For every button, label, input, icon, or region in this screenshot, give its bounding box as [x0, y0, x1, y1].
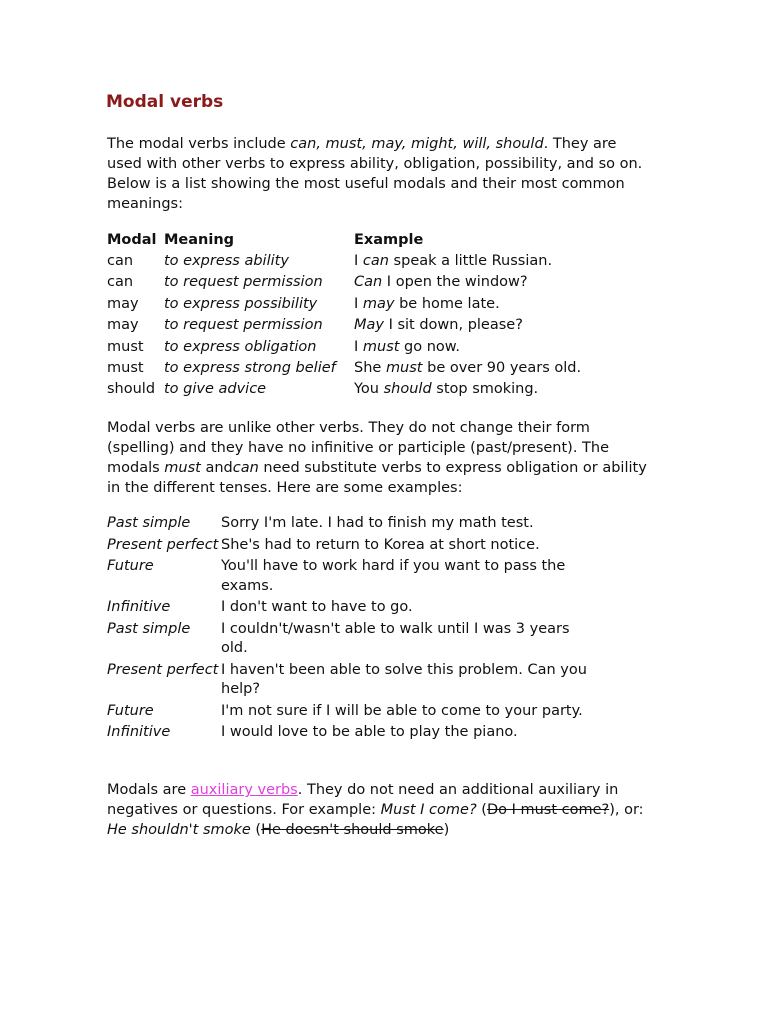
intro-paragraph: [107, 134, 647, 214]
example-text: She: [354, 359, 386, 376]
example-modal: Can: [354, 274, 383, 291]
tense-label: Infinitive: [107, 724, 171, 740]
modal-cell: must: [107, 338, 144, 355]
modal-table: [107, 230, 654, 401]
auxiliary-text: Modals are: [107, 782, 191, 798]
tense-label: Future: [107, 558, 154, 574]
meaning-cell: [164, 294, 354, 315]
auxiliary-verbs-link[interactable]: auxiliary verbs: [190, 782, 298, 798]
example-he-shouldnt-smoke: He shouldn't smoke: [107, 822, 251, 838]
modal-table-row: [107, 315, 654, 336]
example-text-rest: stop smoking.: [431, 381, 539, 398]
meaning-cell: [164, 251, 354, 272]
meaning-cell: [164, 272, 354, 293]
header-modal: Modal: [107, 232, 157, 248]
tense-label: Present perfect: [107, 536, 219, 553]
intro-modals-list: can, must, may, might, will, should: [290, 136, 544, 152]
modal-cell: must: [107, 359, 144, 376]
modal-table-row: [107, 251, 654, 272]
header-meaning: Meaning: [164, 232, 235, 248]
example-text-rest: speak a little Russian.: [388, 253, 553, 269]
meaning-cell: [164, 337, 354, 358]
meaning-text: to request permission: [164, 317, 323, 334]
meaning-cell: [164, 379, 354, 400]
explanation-text: Modal verbs are unlike other verbs. They do not change their form (spelling) and they have no infinitive or participle (past/present). The modals: [107, 420, 610, 476]
tense-example: I would love to be able to play the piano.: [221, 724, 518, 740]
meaning-text: to request permission: [164, 274, 323, 291]
auxiliary-text-or: or:: [619, 802, 644, 818]
example-modal: May: [354, 317, 384, 334]
explanation-text-rest: need substitute verbs to express obligation or ability in the different tenses. Here are some examples:: [107, 460, 647, 496]
example-text: You: [354, 381, 384, 398]
modal-cell: may: [107, 295, 139, 312]
tense-label: Future: [107, 702, 154, 719]
example-text-rest: I open the window?: [382, 274, 528, 291]
explanation-and: and: [200, 460, 233, 476]
tense-example: She's had to return to Korea at short notice.: [221, 536, 540, 553]
intro-text: The modal verbs include: [107, 136, 291, 152]
incorrect-example-2: He doesn't should smoke: [261, 822, 444, 838]
tense-label: Past simple: [107, 515, 191, 531]
modal-table-row: [107, 272, 654, 293]
tense-row: [107, 557, 591, 598]
tense-label: Present perfect: [107, 661, 219, 678]
paren-open-2: (: [250, 822, 262, 838]
modal-table-row: [107, 294, 654, 315]
intro-text-rest: . They are used with other verbs to express ability, obligation, possibility, and so on. Below is a list showing the most useful modals and their most common meanings:: [107, 136, 643, 212]
example-text-rest: go now.: [399, 338, 460, 355]
explanation-can: can: [232, 460, 259, 476]
modal-cell: can: [107, 274, 134, 291]
meaning-cell: [164, 315, 354, 336]
example-cell: [354, 272, 654, 293]
header-example: Example: [354, 232, 424, 248]
meaning-text: to express strong belief: [164, 359, 336, 376]
tense-row: [107, 702, 591, 724]
example-modal: must: [385, 359, 423, 376]
example-text: I: [354, 253, 363, 269]
tense-row: [107, 536, 591, 558]
tense-label: Infinitive: [107, 599, 171, 615]
paren-close: ),: [609, 802, 620, 818]
meaning-text: to express ability: [164, 253, 289, 269]
example-must-i-come: Must I come?: [380, 802, 477, 818]
example-cell: [354, 294, 654, 315]
tense-row: [107, 620, 591, 661]
explanation-must: must: [164, 460, 201, 476]
meaning-text: to express possibility: [164, 295, 318, 312]
tense-examples-table: [107, 514, 591, 745]
tense-example: Sorry I'm late. I had to finish my math test.: [221, 515, 534, 531]
tense-label: Past simple: [107, 620, 191, 637]
tense-row: [107, 514, 591, 536]
modal-cell: may: [107, 317, 139, 334]
example-cell: [354, 379, 654, 400]
example-text-rest: be over 90 years old.: [422, 359, 582, 376]
auxiliary-paragraph: [107, 780, 647, 840]
tense-row: [107, 661, 591, 702]
modal-table-row: [107, 337, 654, 358]
example-cell: [354, 337, 654, 358]
meaning-cell: [164, 358, 354, 379]
example-modal: can: [362, 253, 389, 269]
example-cell: [354, 315, 654, 336]
auxiliary-text-mid: . They do not need an additional auxiliary in negatives or questions. For example:: [107, 782, 619, 818]
page-title: Modal verbs: [106, 92, 224, 112]
meaning-text: to express obligation: [164, 338, 317, 355]
incorrect-example-1: Do I must come?: [486, 802, 610, 818]
explanation-paragraph: [107, 418, 647, 498]
example-text: I: [354, 295, 363, 312]
tense-row: [107, 723, 591, 745]
example-cell: [354, 358, 654, 379]
tense-example: I couldn't/wasn't able to walk until I was 3 years old.: [221, 620, 570, 656]
paren-open: (: [476, 802, 487, 818]
example-modal: may: [362, 295, 395, 312]
modal-cell: can: [107, 253, 134, 269]
tense-row: [107, 598, 591, 620]
example-modal: should: [383, 381, 432, 398]
example-text-rest: be home late.: [394, 295, 500, 312]
modal-table-header-row: [107, 230, 654, 251]
modal-table-row: [107, 379, 654, 400]
meaning-text: to give advice: [164, 381, 267, 398]
tense-example: I don't want to have to go.: [221, 599, 413, 615]
tense-example: You'll have to work hard if you want to pass the exams.: [221, 558, 566, 594]
tense-example: I haven't been able to solve this problem. Can you help?: [221, 661, 587, 697]
tense-example: I'm not sure if I will be able to come to your party.: [221, 702, 583, 719]
modal-table-row: [107, 358, 654, 379]
modal-cell: should: [107, 381, 156, 398]
example-modal: must: [362, 338, 400, 355]
paren-close-2: ): [443, 822, 450, 838]
example-text-rest: I sit down, please?: [383, 317, 523, 334]
example-text: I: [354, 338, 363, 355]
example-cell: [354, 251, 654, 272]
